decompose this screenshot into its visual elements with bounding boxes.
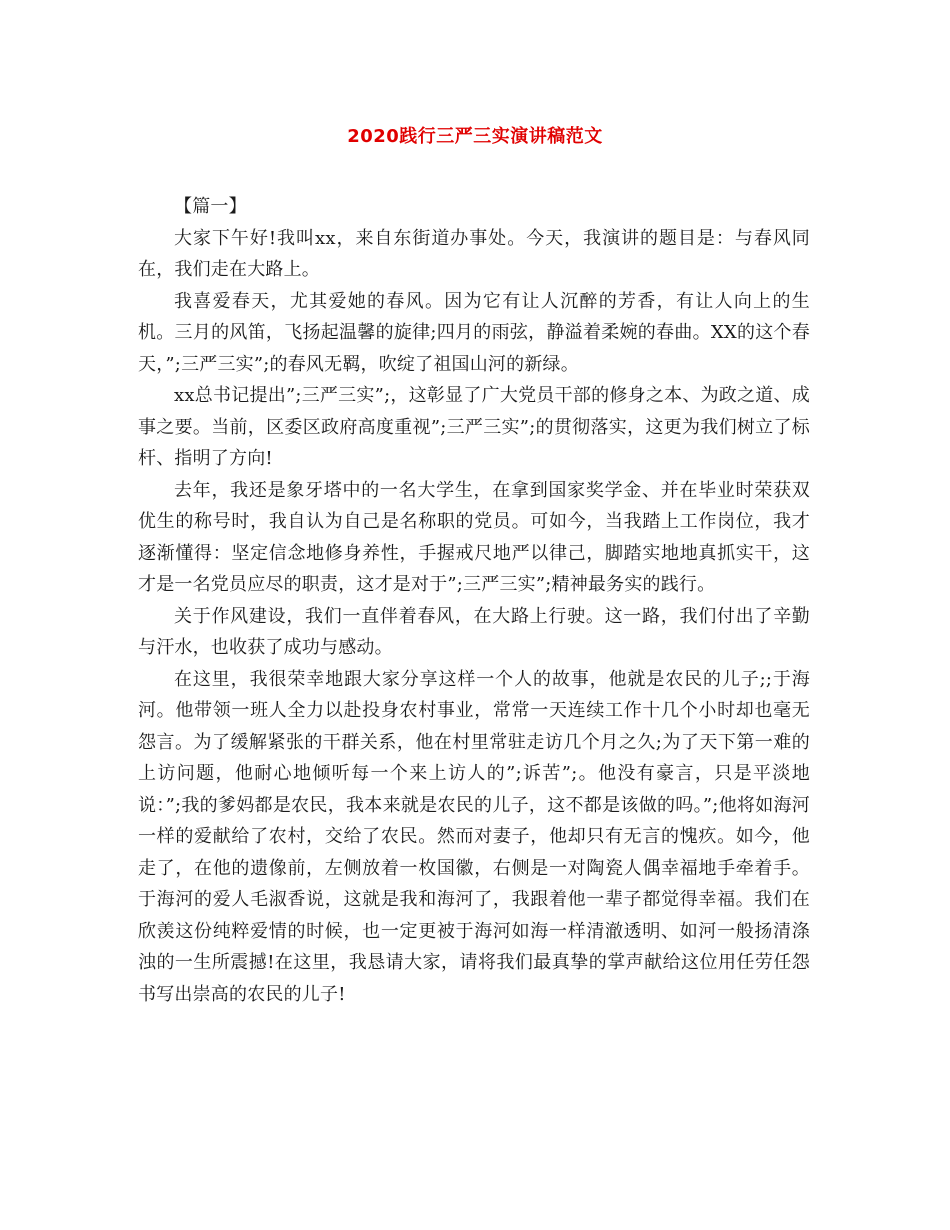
paragraph-6: 在这里，我很荣幸地跟大家分享这样一个人的故事，他就是农民的儿子;;于海河。他带领一班人全力以赴投身农村事业，常常一天连续工作十几个小时却也毫无怨言。为了缓解紧张的干群关系，他在村里常驻走访几个月之久;为了天下第一难的上访问题，他耐心地倾听每一个来上访人的”;诉苦”;。他没有豪言，只是平淡地说：”;我的爹妈都是农民，我本来就是农民的儿子，这不都是该做的吗。”;他将如海河一样的爱献给了农村，交给了农民。然而对妻子，他却只有无言的愧疚。如今，他走了，在他的遗像前，左侧放着一枚国徽，右侧是一对陶瓷人偶幸福地手牵着手。于海河的爱人毛淑香说，这就是我和海河了，我跟着他一辈子都觉得幸福。我们在欣羡这份纯粹爱情的时候，也一定更被于海河如海一样清澈透明、如河一般扬清涤浊的一生所震撼!在这里，我恳请大家，请将我们最真挚的掌声献给这位用任劳任怨书写出崇高的农民的儿子!: [138, 668, 810, 1005]
paragraph-3: xx总书记提出”;三严三实”;，这彰显了广大党员干部的修身之本、为政之道、成事之要。当前，区委区政府高度重视”;三严三实”;的贯彻落实，这更为我们树立了标杆、指明了方向!: [138, 385, 810, 469]
document-title: 2020践行三严三实演讲稿范文: [347, 126, 603, 147]
section-heading: 【篇一】: [174, 196, 247, 217]
paragraph-5: 关于作风建设，我们一直伴着春风，在大路上行驶。这一路，我们付出了辛勤与汗水，也收获了成功与感动。: [138, 605, 810, 658]
paragraph-1: 大家下午好!我叫xx，来自东街道办事处。今天，我演讲的题目是：与春风同在，我们走在大路上。: [138, 227, 810, 280]
paragraph-4: 去年，我还是象牙塔中的一名大学生，在拿到国家奖学金、并在毕业时荣获双优生的称号时，我自认为自己是名称职的党员。可如今，当我踏上工作岗位，我才逐渐懂得：坚定信念地修身养性，手握戒尺地严以律己，脚踏实地地真抓实干，这才是一名党员应尽的职责，这才是对于”;三严三实”;精神最务实的践行。: [138, 479, 810, 595]
paragraph-2: 我喜爱春天，尤其爱她的春风。因为它有让人沉醉的芳香，有让人向上的生机。三月的风笛，飞扬起温馨的旋律;四月的雨弦，静溢着柔婉的春曲。XX的这个春天，”;三严三实”;的春风无羁，吹绽了祖国山河的新绿。: [138, 290, 810, 375]
document-body: [138, 191, 810, 1010]
